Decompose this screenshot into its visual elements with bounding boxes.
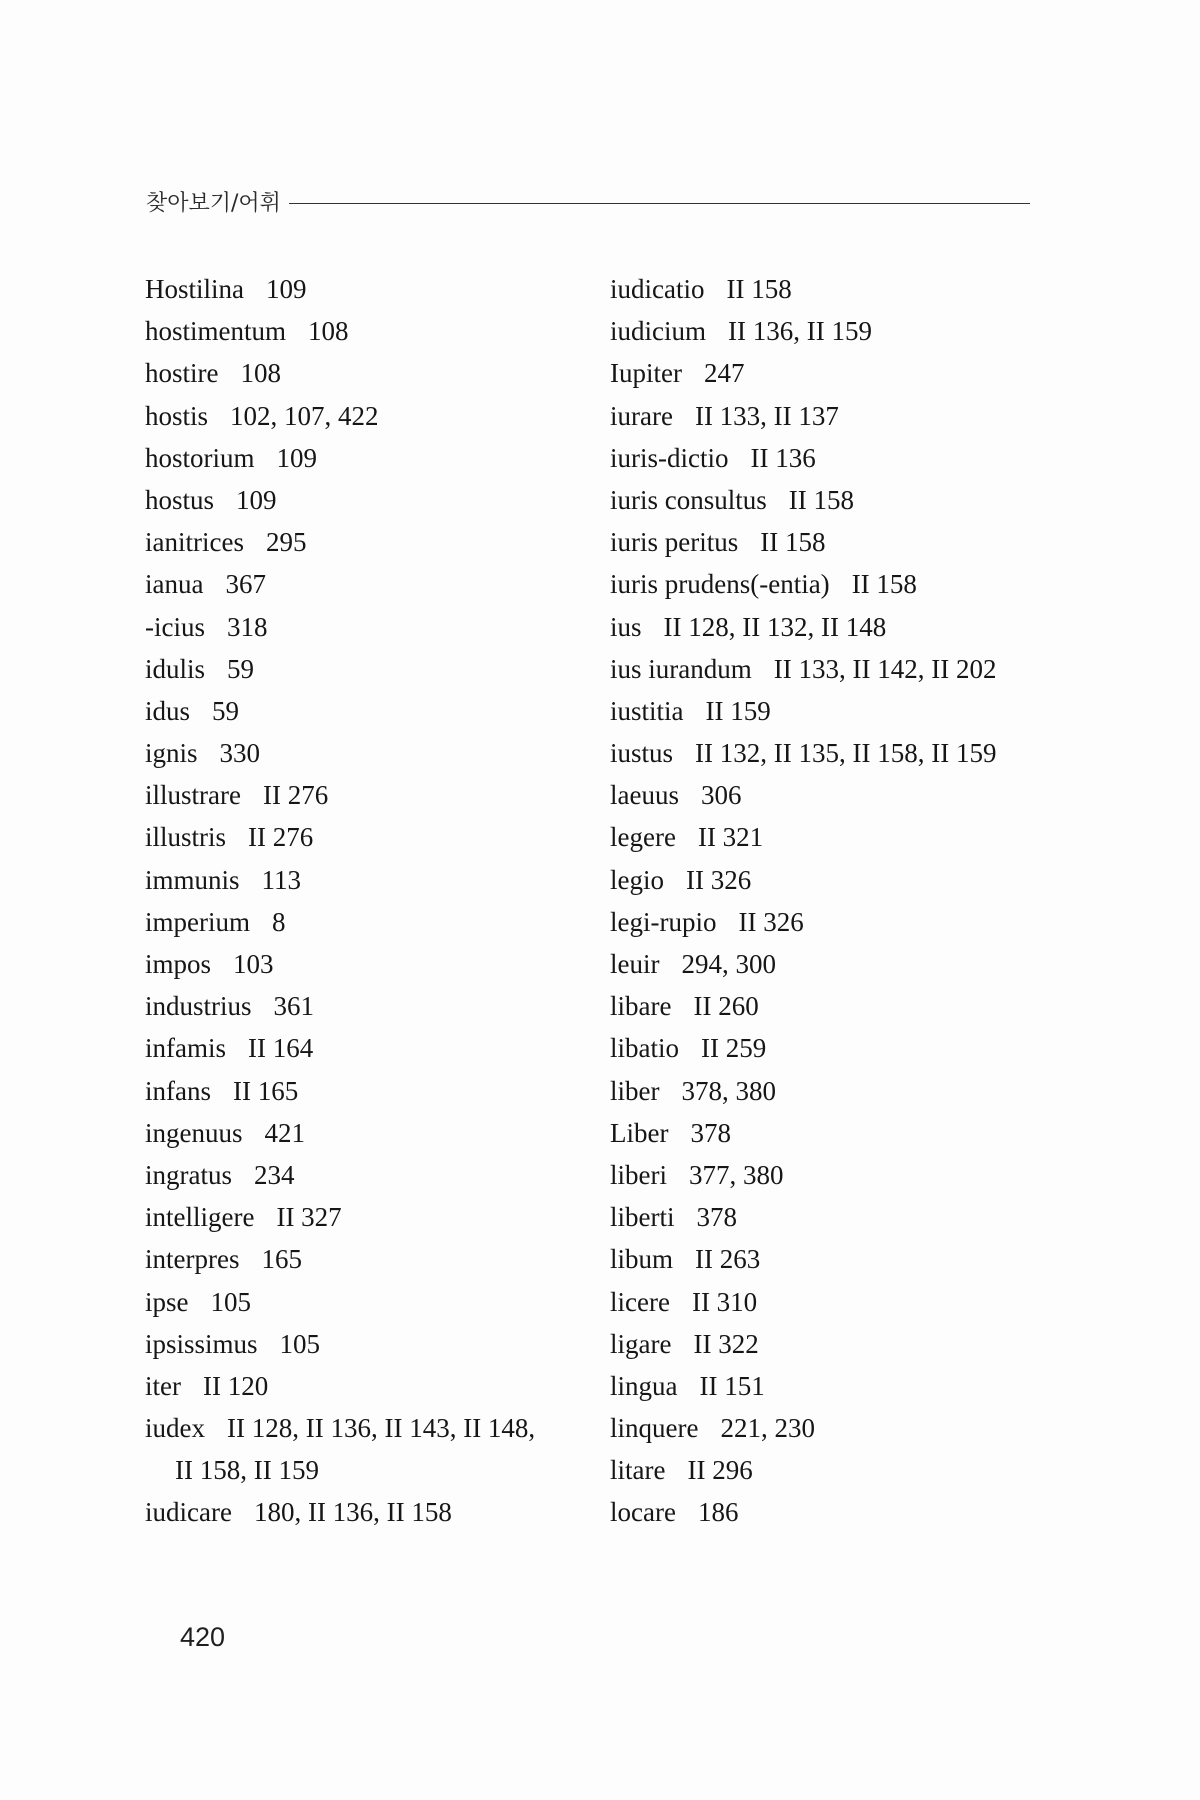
index-page-refs: 247 <box>703 358 745 389</box>
index-entry <box>610 690 1050 732</box>
index-entry <box>610 563 1050 605</box>
index-term: idulis <box>145 653 206 684</box>
index-page-refs: II 296 <box>687 1455 753 1486</box>
running-head-title: 찾아보기/어휘 <box>146 191 281 216</box>
index-page-refs: II 159 <box>705 695 771 726</box>
index-page-refs: II 132, II 135, II 158, II 159 <box>695 738 997 769</box>
index-entry <box>610 310 1050 352</box>
index-entry <box>610 648 1050 690</box>
index-entry <box>610 1365 1050 1407</box>
index-term: impos <box>145 949 212 979</box>
index-entry <box>145 310 585 352</box>
index-entry <box>610 606 1050 648</box>
index-page-refs: II 263 <box>695 1244 761 1275</box>
index-entry <box>610 774 1050 816</box>
index-entry <box>145 985 585 1027</box>
index-page-refs: II 133, II 142, II 202 <box>773 653 997 684</box>
index-term: hostus <box>145 484 215 515</box>
index-entry <box>145 1365 585 1407</box>
index-page-refs: II 158 <box>726 274 792 304</box>
index-entry <box>610 901 1050 943</box>
index-term: libare <box>610 991 672 1022</box>
index-term: iuris peritus <box>610 527 739 558</box>
index-entry <box>145 479 585 521</box>
index-entry <box>610 1070 1050 1112</box>
index-entry <box>610 943 1050 985</box>
index-entry <box>145 774 585 816</box>
index-entry <box>145 1154 585 1196</box>
index-page-refs: II 321 <box>697 822 764 853</box>
index-entry <box>145 521 585 563</box>
index-entry <box>145 732 585 774</box>
index-term: industrius <box>145 991 252 1022</box>
index-page-refs: 108 <box>308 316 349 347</box>
index-term: iuris-dictio <box>610 442 729 473</box>
index-page-refs: II 133, II 137 <box>694 400 839 431</box>
index-term: linquere <box>610 1413 699 1444</box>
index-page-refs: 306 <box>700 780 742 811</box>
index-entry <box>145 352 585 394</box>
page-number: 420 <box>180 1622 226 1652</box>
index-term: liberi <box>610 1159 667 1190</box>
index-entry <box>610 268 1050 310</box>
index-entry <box>610 1196 1050 1238</box>
index-page-refs: 109 <box>276 442 318 473</box>
index-term: infamis <box>145 1033 226 1064</box>
index-page-refs: 318 <box>227 611 268 642</box>
index-entry <box>145 943 585 985</box>
index-term: ipse <box>145 1286 189 1317</box>
index-entry <box>610 859 1050 901</box>
index-term: iudex <box>145 1413 205 1444</box>
index-page-refs: 105 <box>279 1328 321 1359</box>
index-entry <box>610 395 1050 437</box>
index-page-refs: II 326 <box>738 906 804 937</box>
index-term: iuris prudens(-entia) <box>610 569 830 600</box>
index-entry <box>610 1154 1050 1196</box>
index-term: iudicatio <box>610 274 705 304</box>
index-entry <box>145 816 585 858</box>
index-page-refs: 377, 380 <box>688 1159 784 1190</box>
index-term: legio <box>610 864 664 895</box>
index-term: liberti <box>610 1202 675 1233</box>
index-entry <box>145 606 585 648</box>
index-page-refs: II 158 <box>788 484 854 515</box>
index-term: ignis <box>145 738 198 769</box>
index-entry <box>610 437 1050 479</box>
index-term: hostis <box>145 400 209 431</box>
index-page-refs: II 259 <box>701 1033 767 1064</box>
index-entry <box>610 352 1050 394</box>
index-term: ingratus <box>145 1159 232 1190</box>
index-term: iurare <box>610 400 673 431</box>
running-head <box>146 186 1030 217</box>
index-entry <box>610 1449 1050 1491</box>
index-term: Liber <box>610 1117 669 1148</box>
index-entry <box>610 1323 1050 1365</box>
index-page-refs: 295 <box>265 527 307 558</box>
index-term: iustus <box>610 738 674 769</box>
index-entry <box>610 1238 1050 1280</box>
index-term: ianua <box>145 569 204 600</box>
index-entry <box>610 1027 1050 1069</box>
index-page-refs: II 260 <box>693 991 759 1022</box>
index-page-refs: II 128, II 136, II 143, II 148, <box>227 1413 536 1444</box>
index-page-refs: 108 <box>240 358 281 389</box>
index-term: iuris consultus <box>610 484 767 515</box>
index-entry <box>145 1112 585 1154</box>
index-term: illustrare <box>145 780 241 811</box>
index-page-refs: 102, 107, 422 <box>230 400 379 431</box>
index-term: libum <box>610 1244 674 1275</box>
index-entry <box>145 1323 585 1365</box>
index-page-refs: II 151 <box>699 1370 765 1401</box>
index-term: hostimentum <box>145 316 286 347</box>
index-entry <box>610 732 1050 774</box>
index-page-refs: 59 <box>212 695 240 726</box>
index-term: Iupiter <box>610 358 682 389</box>
index-term: hostire <box>145 358 219 389</box>
index-term: iter <box>145 1370 181 1401</box>
index-page-refs: II 276 <box>248 822 314 853</box>
index-entry <box>610 985 1050 1027</box>
index-entry <box>610 521 1050 563</box>
index-term: ipsissimus <box>145 1328 258 1359</box>
index-term: Hostilina <box>145 274 244 304</box>
index-page-refs: II 327 <box>276 1202 342 1233</box>
index-page-refs: II 276 <box>262 780 329 811</box>
index-entry <box>145 648 585 690</box>
index-page-refs: 378, 380 <box>681 1075 776 1106</box>
index-term: interpres <box>145 1244 240 1275</box>
index-term: legere <box>610 822 676 853</box>
index-entry <box>145 563 585 605</box>
index-page-refs: 105 <box>210 1286 251 1317</box>
index-term: intelligere <box>145 1202 255 1233</box>
index-entry <box>145 268 585 310</box>
index-page-refs: II 128, II 132, II 148 <box>663 611 887 642</box>
index-page-refs: 294, 300 <box>681 949 776 979</box>
index-page-refs: 186 <box>697 1497 739 1528</box>
index-entry-continuation <box>145 1449 585 1491</box>
index-entry <box>145 1027 585 1069</box>
index-term: idus <box>145 695 191 726</box>
index-page-refs: 367 <box>225 569 266 600</box>
index-entry <box>610 1281 1050 1323</box>
index-term: -icius <box>145 611 205 642</box>
index-term: iudicare <box>145 1497 232 1528</box>
index-page-refs: II 158 <box>760 527 826 558</box>
index-entry <box>145 1281 585 1323</box>
index-term: iudicium <box>610 316 706 347</box>
index-page-refs: 103 <box>233 949 274 979</box>
header-rule <box>289 203 1030 204</box>
index-entry <box>145 1196 585 1238</box>
index-term: ligare <box>610 1328 672 1359</box>
index-page-refs: II 310 <box>691 1286 758 1317</box>
index-entry <box>145 395 585 437</box>
index-entry <box>145 437 585 479</box>
index-page-refs: 109 <box>266 274 307 304</box>
index-page-refs: 378 <box>690 1117 731 1148</box>
index-entry <box>145 859 585 901</box>
index-page-refs: II 120 <box>202 1370 269 1401</box>
index-entry <box>610 816 1050 858</box>
index-entry <box>145 1238 585 1280</box>
index-term: laeuus <box>610 780 679 811</box>
index-page-refs: 8 <box>271 906 286 937</box>
index-term: liber <box>610 1075 660 1106</box>
index-entry <box>610 479 1050 521</box>
index-page-refs: 330 <box>219 738 261 769</box>
index-page-refs: 221, 230 <box>720 1413 815 1444</box>
index-term: iustitia <box>610 695 684 726</box>
index-page-refs: 180, II 136, II 158 <box>253 1497 452 1528</box>
index-term: licere <box>610 1286 670 1317</box>
index-entry <box>610 1491 1050 1533</box>
index-entry <box>610 1407 1050 1449</box>
index-page-refs: 59 <box>227 653 255 684</box>
index-entry <box>145 1407 585 1449</box>
index-term: illustris <box>145 822 227 853</box>
index-page-refs: 109 <box>236 484 277 515</box>
index-page-refs: II 158, II 159 <box>175 1455 319 1486</box>
index-term: infans <box>145 1075 211 1106</box>
index-term: lingua <box>610 1370 678 1401</box>
index-term: ius <box>610 611 642 642</box>
index-page-refs: 421 <box>264 1117 305 1148</box>
index-page-refs: II 136 <box>750 442 816 473</box>
index-page-refs: 234 <box>254 1159 295 1190</box>
index-page-refs: 113 <box>261 864 302 895</box>
index-column-right <box>610 268 1050 1534</box>
index-page-refs: 165 <box>261 1244 302 1275</box>
index-page-refs: II 164 <box>248 1033 314 1064</box>
index-page-refs: II 158 <box>851 569 917 600</box>
index-page-refs: II 165 <box>232 1075 299 1106</box>
index-page-refs: II 322 <box>693 1328 759 1359</box>
index-term: ianitrices <box>145 527 244 558</box>
index-term: libatio <box>610 1033 679 1064</box>
index-page-refs: II 136, II 159 <box>728 316 872 347</box>
index-column-left <box>145 268 585 1534</box>
index-term: hostorium <box>145 442 255 473</box>
index-term: ingenuus <box>145 1117 243 1148</box>
index-entry <box>145 1070 585 1112</box>
index-term: locare <box>610 1497 676 1528</box>
index-entry <box>145 690 585 732</box>
index-term: imperium <box>145 906 250 937</box>
index-page-refs: II 326 <box>686 864 752 895</box>
index-entry <box>610 1112 1050 1154</box>
index-page-refs: 361 <box>273 991 315 1022</box>
index-entry <box>145 1491 585 1533</box>
index-entry <box>145 901 585 943</box>
index-term: litare <box>610 1455 666 1486</box>
index-term: legi-rupio <box>610 906 717 937</box>
index-term: leuir <box>610 949 660 979</box>
index-term: ius iurandum <box>610 653 752 684</box>
index-page-refs: 378 <box>696 1202 737 1233</box>
index-term: immunis <box>145 864 240 895</box>
